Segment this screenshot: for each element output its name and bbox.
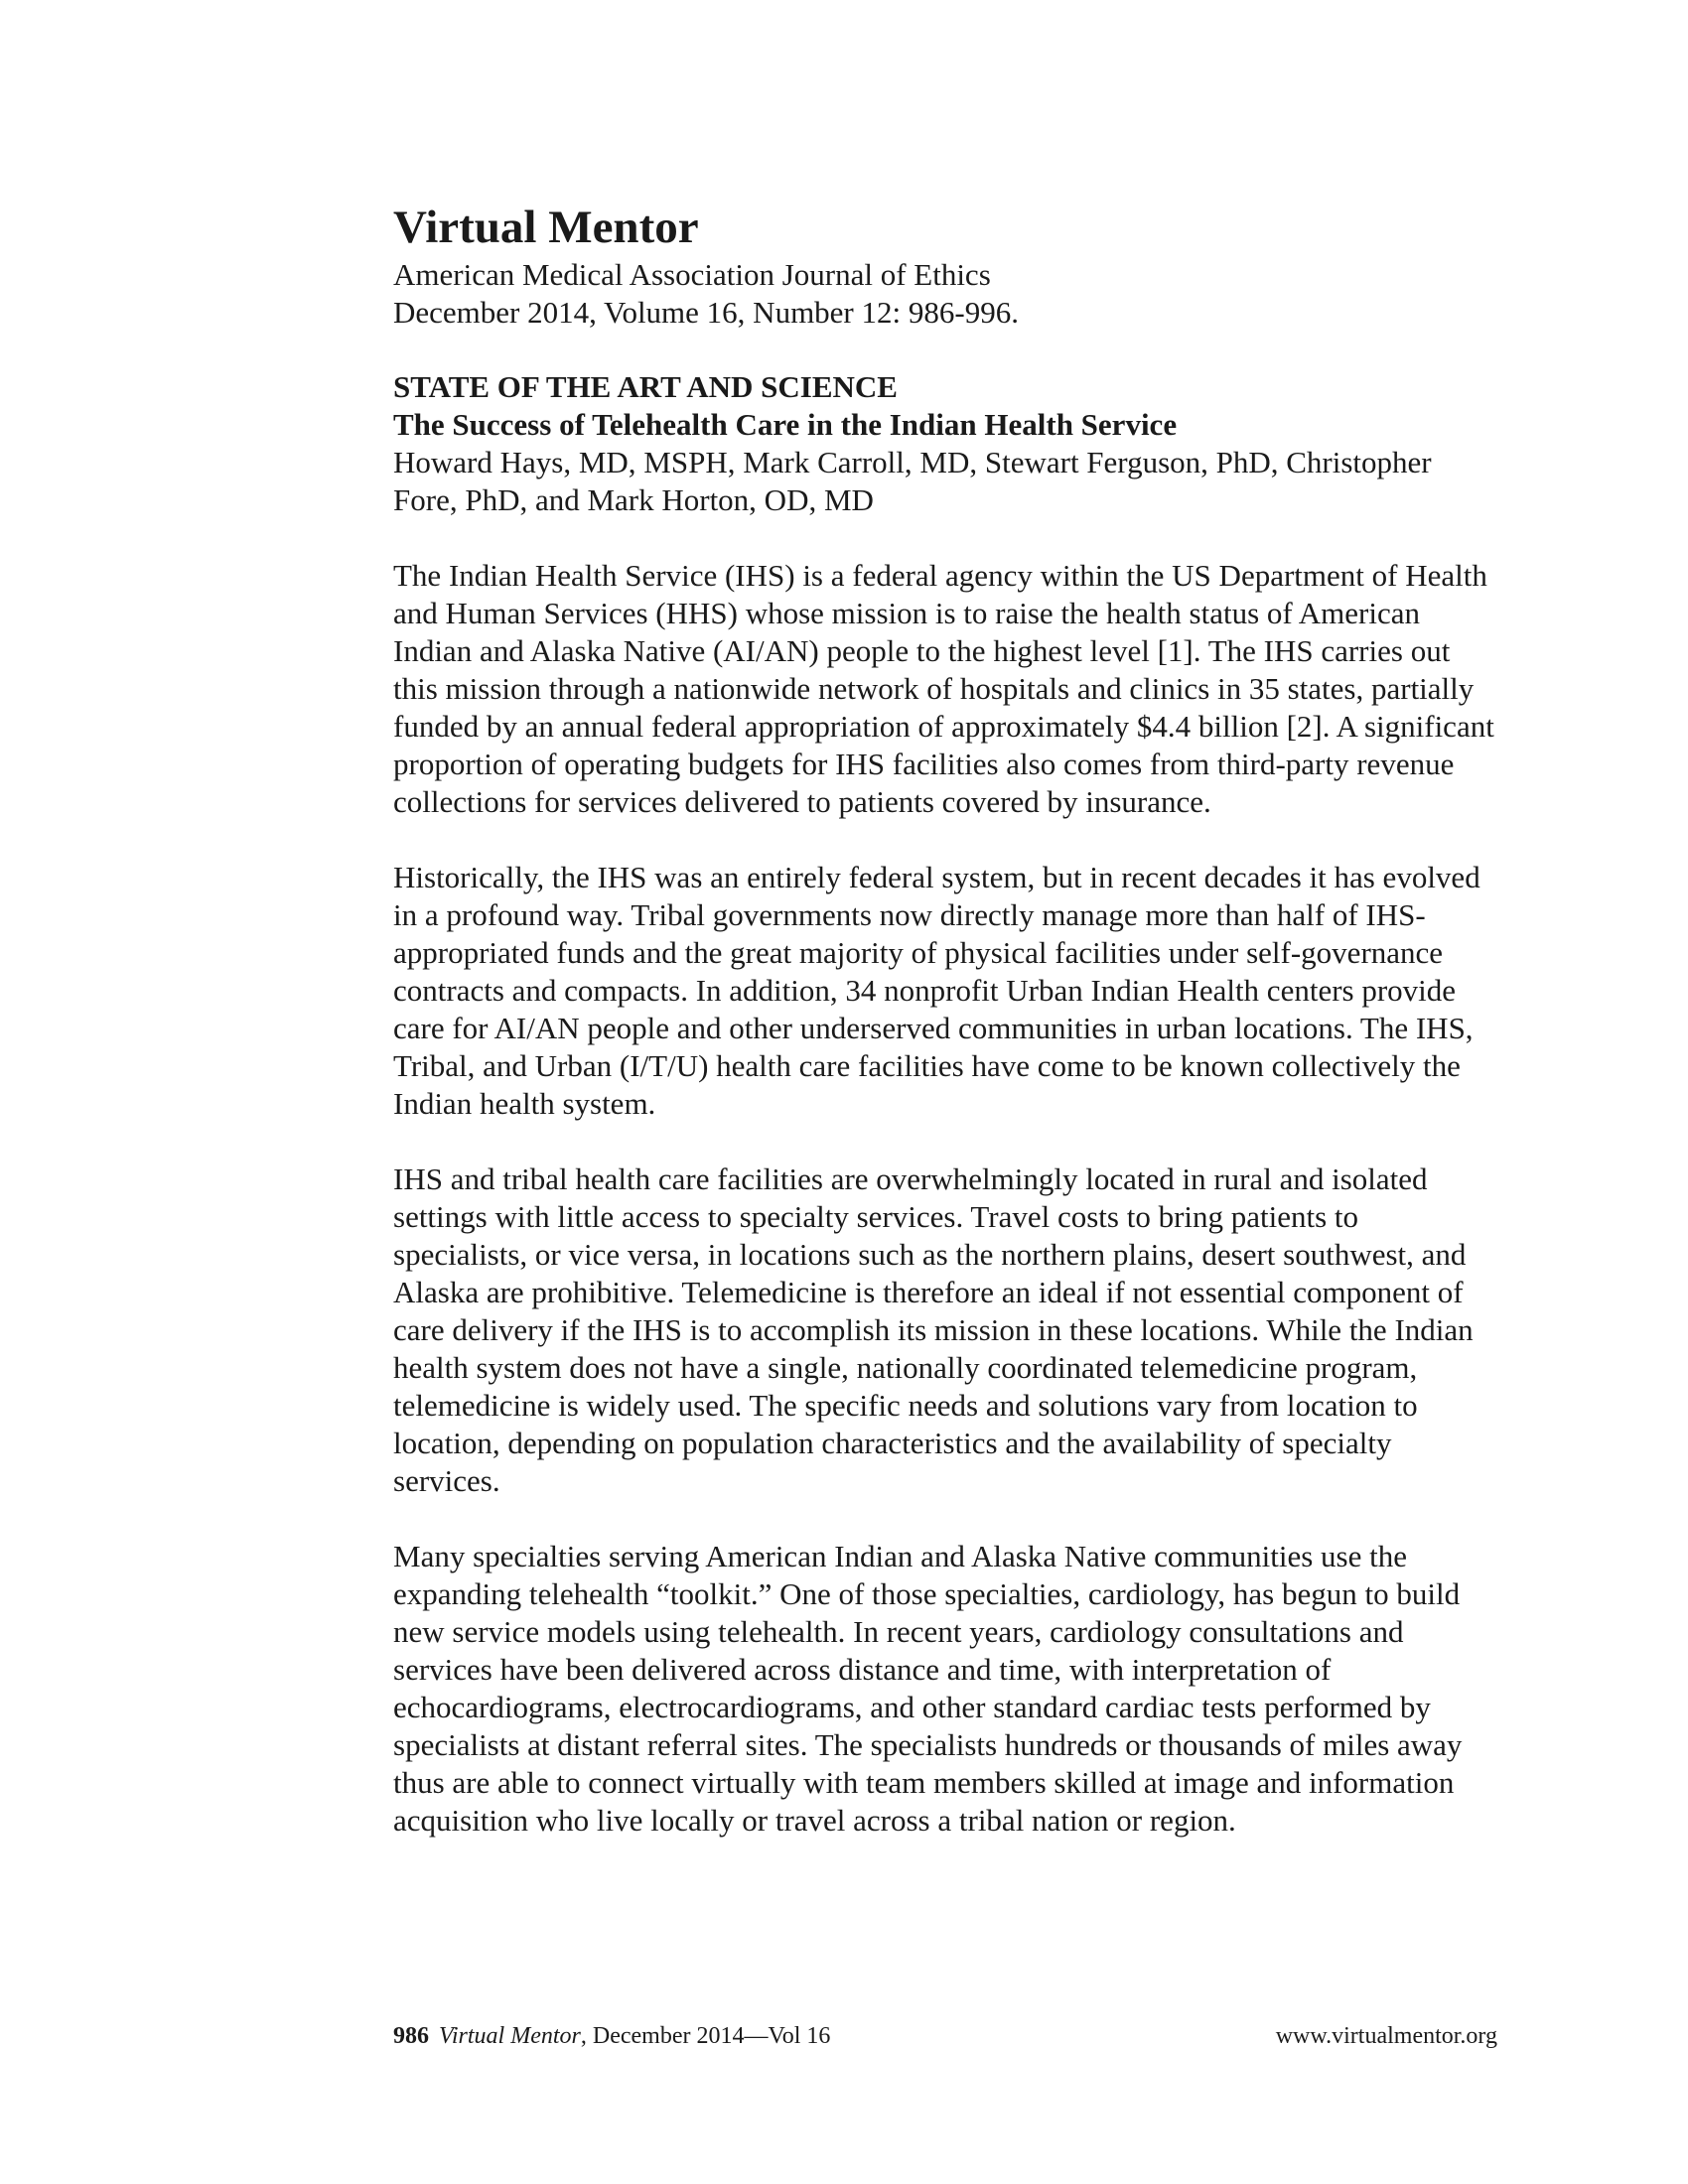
body-paragraph: IHS and tribal health care facilities are overwhelmingly located in rural and isolated settings with little access to specialty services. Travel costs to bring patients to specialists, or vice versa, in locations such as the northern plains, desert southwest, and Alaska are prohibitive. Telemedicine is therefore an ideal if not essential component of care delivery if the IHS is to accomplish its mission in these locations. While the Indian health system does not have a single, nationally coordinated telemedicine program, telemedicine is widely used. The specific needs and solutions vary from location to location, depending on population characteristics and the availability of specialty services.: [393, 1161, 1474, 1498]
page-number: 986: [393, 2023, 429, 2049]
section-label: STATE OF THE ART AND SCIENCE: [393, 369, 898, 404]
footer-journal-name: Virtual Mentor: [439, 2023, 581, 2049]
body-paragraph: The Indian Health Service (IHS) is a federal agency within the US Department of Health and Human Services (HHS) whose mission is to raise the health status of American Indian and Alaska Native (AI/AN) people to the highest level [1]. The IHS carries out this mission through a nationwide network of hospitals and clinics in 35 states, partially funded by an annual federal appropriation of approximately $4.4 billion [2]. A significant proportion of operating budgets for IHS facilities also comes from third-party revenue collections for services delivered to patients covered by insurance.: [393, 558, 1494, 819]
article-page: [393, 199, 1497, 1840]
body-paragraph: Many specialties serving American Indian and Alaska Native communities use the expanding telehealth “toolkit.” One of those specialties, cardiology, has begun to build new service models using telehealth. In recent years, cardiology consultations and services have been delivered across distance and time, with interpretation of echocardiograms, electrocardiograms, and other standard cardiac tests performed by specialists at distant referral sites. The specialists hundreds or thousands of miles away thus are able to connect virtually with team members skilled at image and information acquisition who live locally or travel across a tribal nation or region.: [393, 1539, 1463, 1838]
article-title: The Success of Telehealth Care in the Indian Health Service: [393, 407, 1178, 442]
article-body: [393, 557, 1497, 1840]
journal-subtitle: American Medical Association Journal of Ethics: [393, 257, 991, 292]
issue-line: December 2014, Volume 16, Number 12: 986-996.: [393, 295, 1019, 330]
page-footer: [393, 2021, 1497, 2051]
authors: Howard Hays, MD, MSPH, Mark Carroll, MD, Stewart Ferguson, PhD, Christopher Fore, PhD, and Mark Horton, OD, MD: [393, 445, 1432, 517]
footer-citation: [393, 2021, 830, 2051]
article-header: [393, 368, 1497, 519]
journal-name: Virtual Mentor: [393, 202, 699, 253]
footer-website-link[interactable]: www.virtualmentor.org: [1275, 2023, 1497, 2049]
footer-issue: , December 2014—Vol 16: [580, 2023, 831, 2049]
body-paragraph: Historically, the IHS was an entirely federal system, but in recent decades it has evolved in a profound way. Tribal governments now directly manage more than half of IHS-appropriated funds and the great majority of physical facilities under self-governance contracts and compacts. In addition, 34 nonprofit Urban Indian Health centers provide care for AI/AN people and other underserved communities in urban locations. The IHS, Tribal, and Urban (I/T/U) health care facilities have come to be known collectively the Indian health system.: [393, 860, 1480, 1121]
